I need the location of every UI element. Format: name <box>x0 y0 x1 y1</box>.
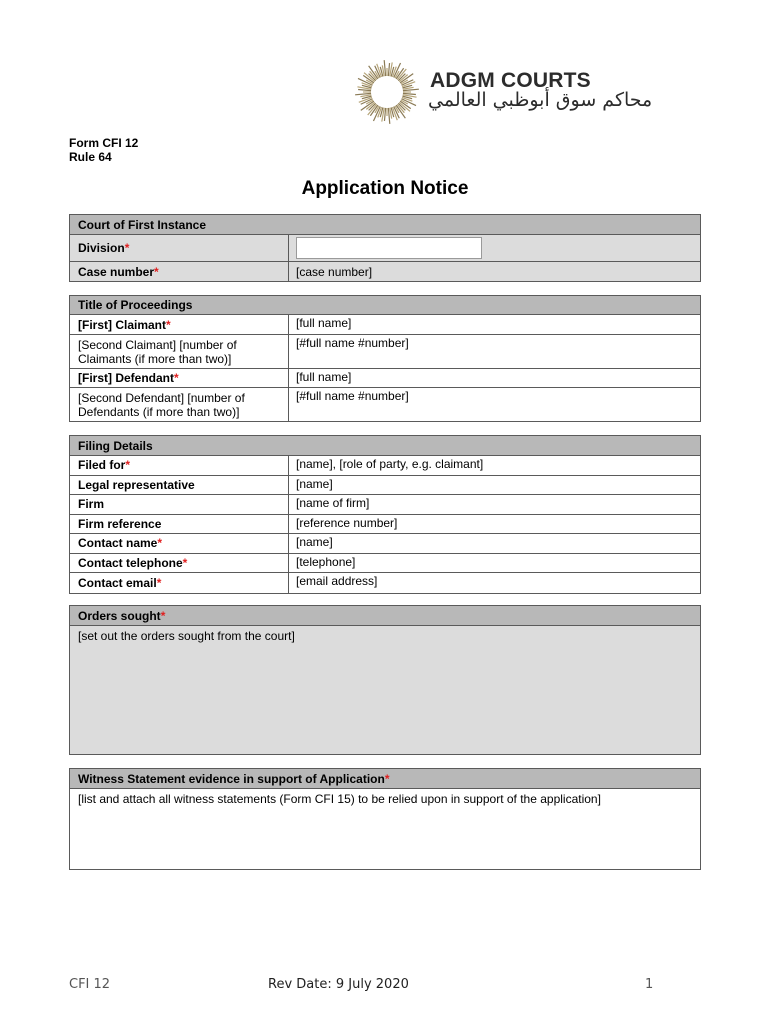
filing-label: Contact name * <box>70 534 289 553</box>
filing-row <box>70 554 700 574</box>
second-claimant-label: [Second Claimant] [number of Claimants (if more than two)] <box>70 335 289 368</box>
required-mark: * <box>156 575 162 590</box>
filing-section <box>69 435 701 594</box>
proceedings-heading: Title of Proceedings <box>70 296 700 315</box>
filing-label: Contact telephone * <box>70 554 289 573</box>
second-claimant-field[interactable]: [#full name #number] <box>296 336 409 350</box>
required-mark: * <box>124 241 130 255</box>
filing-field[interactable]: [email address] <box>296 574 378 588</box>
filing-label: Firm <box>70 495 289 514</box>
filing-field[interactable]: [telephone] <box>296 554 356 569</box>
filing-row <box>70 495 700 515</box>
filing-heading: Filing Details <box>70 436 700 456</box>
required-mark: * <box>166 317 171 332</box>
footer-rev-date: Rev Date: 9 July 2020 <box>268 977 409 992</box>
adgm-courts-logo <box>355 60 715 124</box>
filing-label: Contact email * <box>70 573 289 593</box>
page-title: Application Notice <box>301 178 469 199</box>
second-defendant-label: [Second Defendant] [number of Defendants (if more than two)] <box>70 388 289 421</box>
filing-field[interactable]: [name], [role of party, e.g. claimant] <box>296 457 484 471</box>
case-number-label: Case number * <box>70 262 289 281</box>
filing-row <box>70 534 700 554</box>
division-input[interactable] <box>296 237 482 259</box>
claimant-row <box>70 315 700 335</box>
orders-heading: Orders sought * <box>70 606 700 626</box>
adgm-emblem-icon <box>355 60 419 124</box>
defendant-row <box>70 369 700 388</box>
filing-field[interactable]: [name] <box>296 535 333 549</box>
footer-form-code: CFI 12 <box>69 977 111 992</box>
required-mark: * <box>154 264 159 279</box>
proceedings-section <box>69 295 701 422</box>
filing-field[interactable]: [reference number] <box>296 515 398 530</box>
filing-row <box>70 476 700 496</box>
logo-text-en: ADGM COURTS <box>430 69 591 92</box>
division-row <box>70 235 700 262</box>
defendant-label: [First] Defendant * <box>70 369 289 387</box>
filing-row <box>70 515 700 535</box>
page-number: 1 <box>645 977 654 992</box>
claimant-field[interactable]: [full name] <box>296 316 352 330</box>
filing-field[interactable]: [name of firm] <box>296 496 370 510</box>
form-code: Form CFI 12 <box>69 136 139 150</box>
court-section <box>69 214 701 282</box>
required-mark: * <box>157 536 163 551</box>
second-defendant-row <box>70 388 700 421</box>
required-mark: * <box>125 458 131 473</box>
required-mark: * <box>182 555 188 570</box>
division-label: Division * <box>70 235 289 261</box>
filing-row <box>70 573 700 593</box>
orders-textarea[interactable]: [set out the orders sought from the court] <box>70 626 700 754</box>
witness-heading: Witness Statement evidence in support of Application * <box>70 769 700 789</box>
required-mark: * <box>384 771 390 786</box>
filing-label: Legal representative <box>70 476 289 495</box>
witness-section <box>69 768 701 870</box>
case-number-field[interactable]: [case number] <box>296 264 373 279</box>
rule-number: Rule 64 <box>69 150 112 164</box>
claimant-label: [First] Claimant * <box>70 315 289 334</box>
witness-textarea[interactable]: [list and attach all witness statements (Form CFI 15) to be relied upon in support of the application] <box>78 792 601 806</box>
required-mark: * <box>160 608 166 623</box>
logo-text-ar: محاكم سوق أبوظبي العالمي <box>428 89 653 111</box>
court-heading: Court of First Instance <box>70 215 700 235</box>
orders-section <box>69 605 701 755</box>
case-number-row <box>70 262 700 281</box>
filing-label: Firm reference <box>70 515 289 534</box>
filing-field[interactable]: [name] <box>296 476 333 491</box>
defendant-field[interactable]: [full name] <box>296 370 352 384</box>
filing-row <box>70 456 700 476</box>
second-defendant-field[interactable]: [#full name #number] <box>296 389 409 403</box>
required-mark: * <box>174 371 179 385</box>
second-claimant-row <box>70 335 700 369</box>
form-reference <box>69 136 138 164</box>
filing-label: Filed for * <box>70 456 289 475</box>
